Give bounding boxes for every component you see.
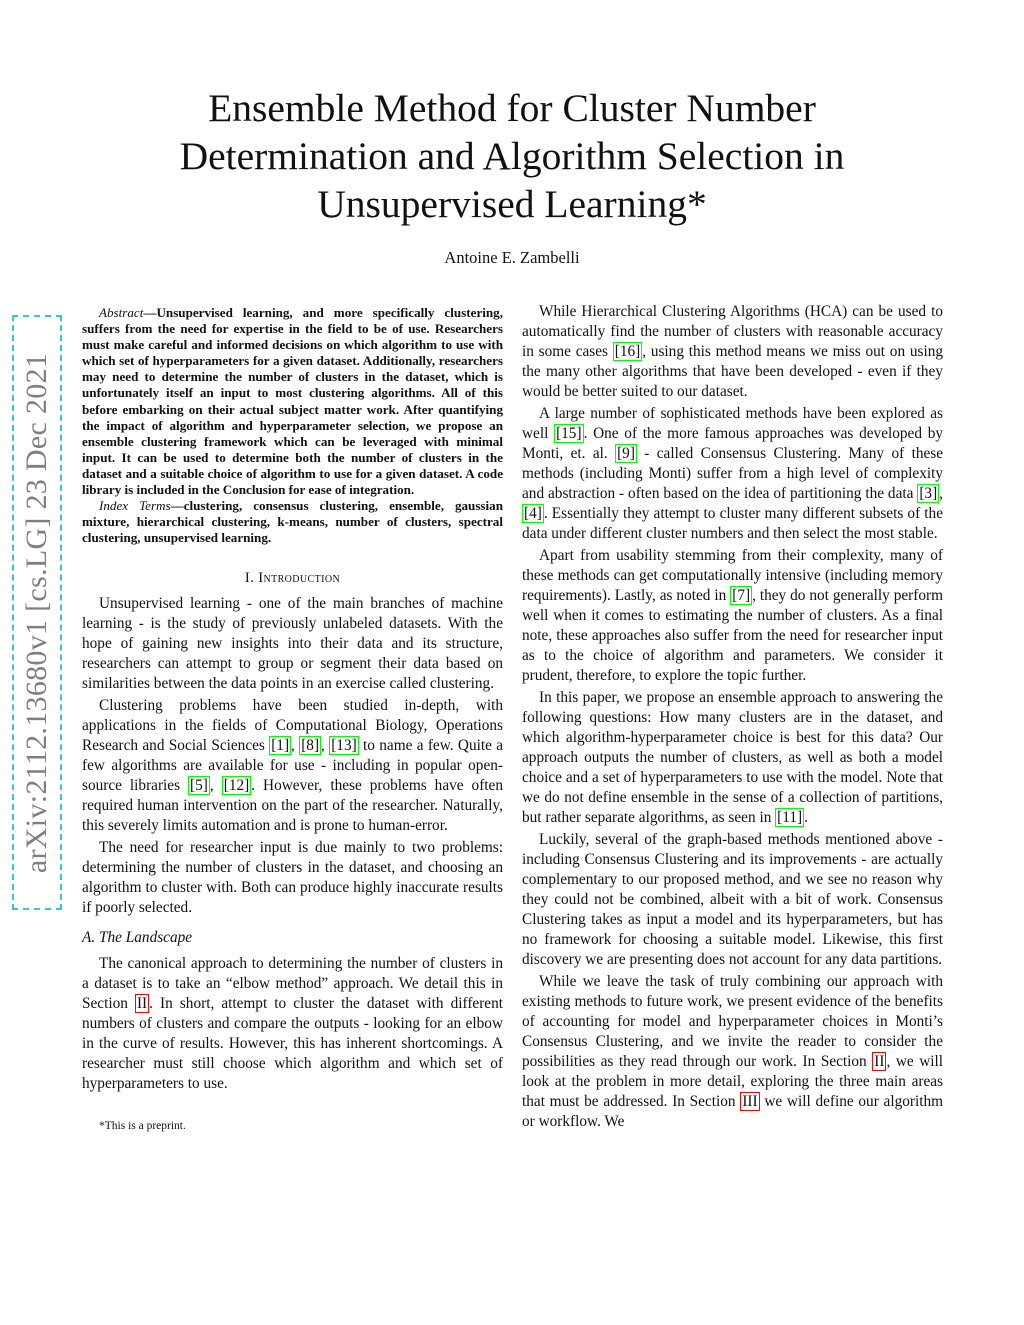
body-paragraph: Apart from usability stemming from their complexity, many of these methods can get computationally intensive (including memory requirements). Lastly, as noted in [7] , they do not generally perform well when it comes to estimating the number of clusters. As a final note, these approaches also suffer from the need for researcher input as to the choice of algorithm and parameters. We consider it prudent, therefore, to explore the topic further. bbox=[522, 547, 943, 684]
abstract-text: Abstract—Unsupervised learning, and more specifically clustering, suffers from the need for expertise in the field to be of use. Researchers must make careful and informed decisions on which algorithm to use with which set of hyperparameters for a given dataset. Additionally, researchers may need to determine the number of clusters in the dataset, which is unfortunately itself an input to most clustering algorithms. All of this before embarking on their actual subject matter work. After quantifying the impact of algorithm and hyperparameter selection, we propose an ensemble clustering framework which can be leveraged with minimal input. It can be used to determine both the number of clusters in the dataset and a suitable choice of algorithm to use for a given dataset. A code library is included in the Conclusion for ease of integration. bbox=[82, 305, 503, 498]
citation-link[interactable]: [9] bbox=[617, 445, 635, 462]
intro-paragraph: Unsupervised learning - one of the main branches of machine learning - is the study of previously unlabeled datasets. With the hope of gaining new insights into their data and its structure, researchers can attempt to group or segment their data based on similarities between the data points in an exercise called clustering. bbox=[82, 595, 503, 693]
section-link[interactable]: III bbox=[742, 1093, 758, 1110]
body-paragraph: While we leave the task of truly combining our approach with existing methods to future work, we present evidence of the benefits of accounting for model and hyperparameter choices in Monti’s Consensus Clustering, and we invite the reader to consider the possibilities as they read through our work. In Section II , we will look at the problem in more detail, exploring the three main areas that must be addressed. In Section III we will define our algorithm or workflow. We bbox=[522, 973, 944, 1130]
section-link[interactable]: II bbox=[874, 1053, 885, 1070]
title-line: Determination and Algorithm Selection in bbox=[179, 134, 845, 178]
section-heading-introduction: I. Introduction bbox=[244, 570, 341, 587]
index-terms-label: Index Terms bbox=[99, 498, 171, 514]
abstract bbox=[82, 305, 503, 546]
left-column bbox=[82, 300, 503, 1136]
title-line: Ensemble Method for Cluster Number bbox=[208, 86, 816, 130]
body-paragraph: While Hierarchical Clustering Algorithms (HCA) can be used to automatically find the number of clusters with reasonable accuracy in some cases [16] , using this method means we miss out on using the many other algorithms that have been developed - even if they would be better suited to our dataset. bbox=[522, 303, 944, 400]
citation-link[interactable]: [8] bbox=[301, 737, 320, 755]
intro-paragraph: The need for researcher input is due mainly to two problems: determining the number of clusters in the dataset, and choosing an algorithm to cluster with. Both can produce highly inaccurate results if poorly selected. bbox=[82, 839, 503, 917]
abstract-label: Abstract bbox=[99, 305, 144, 320]
citation-link[interactable]: [11] bbox=[777, 809, 803, 826]
citation-link[interactable]: [7] bbox=[732, 587, 751, 604]
title-line: Unsupervised Learning* bbox=[317, 182, 707, 226]
intro-paragraph: Clustering problems have been studied in-depth, with applications in the fields of Computational Biology, Operations Research and Social Sciences [1] , [8] , [13] to name a few. Quite a few algorithms are available for use - including in popular open-source libraries [5] , [12] . However, these problems have often required human intervention on the part of the researcher. Naturally, this severely limits automation and is prone to human-error. bbox=[82, 697, 503, 835]
footnote: *This is a preprint. bbox=[99, 1120, 186, 1133]
arxiv-identifier-stamp bbox=[12, 315, 62, 910]
right-column bbox=[522, 302, 943, 1132]
body-paragraph: A large number of sophisticated methods have been explored as well [15] . One of the more famous approaches was developed by Monti, et. al. [9] - called Consensus Clustering. Many of these methods (including Monti) suffer from a high level of complexity and abstraction - often based on the idea of partitioning the data [3] , [4] . Essentially they attempt to cluster many different subsets of the data under different cluster numbers and then select the most stable. bbox=[522, 405, 943, 542]
citation-link[interactable]: [4] bbox=[524, 505, 542, 522]
citation-link[interactable]: [15] bbox=[556, 425, 582, 442]
citation-link[interactable]: [3] bbox=[919, 485, 938, 502]
paper-title bbox=[100, 84, 924, 228]
landscape-paragraph: The canonical approach to determining the number of clusters in a dataset is to take an “elbow method” approach. We detail this in Section II . In short, attempt to cluster the dataset with different numbers of clusters and compare the outputs - looking for an elbow in the curve of results. However, this has inherent shortcomings. A researcher must still choose which algorithm and which set of hyperparameters to use. bbox=[82, 955, 503, 1093]
body-paragraph: Luckily, several of the graph-based methods mentioned above - including Consensus Clustering and its improvements - are actually complementary to our proposed method, and we see no reason why they could not be combined, albeit with a bit of work. Consensus Clustering takes as input a model and its hyperparameters, but has no framework for choosing a suitable model. Likewise, this first discovery we are presenting does not account for any data partitions. bbox=[522, 831, 943, 968]
subsection-heading-landscape: A. The Landscape bbox=[82, 929, 193, 947]
section-link[interactable]: II bbox=[136, 995, 148, 1013]
citation-link[interactable]: [12] bbox=[223, 777, 250, 795]
citation-link[interactable]: [13] bbox=[331, 737, 357, 755]
citation-link[interactable]: [5] bbox=[190, 777, 208, 795]
author-name: Antoine E. Zambelli bbox=[444, 248, 580, 267]
citation-link[interactable]: [16] bbox=[614, 343, 641, 360]
arxiv-identifier: arXiv:2112.13680v1 [cs.LG] 23 Dec 2021 bbox=[20, 352, 53, 873]
citation-link[interactable]: [1] bbox=[271, 737, 290, 755]
index-terms: Index Terms—clustering, consensus clustering, ensemble, gaussian mixture, hierarchical clustering, k-means, number of clusters, spectral clustering, unsupervised learning. bbox=[82, 498, 503, 546]
body-paragraph: In this paper, we propose an ensemble approach to answering the following questions: How many clusters are in the dataset, and which algorithm-hyperparameter choice is best for this data? Our approach outputs the number of clusters, as well as both a model choice and a set of hyperparameters to use with the model. Note that we do not define ensemble in the sense of a collection of partitions, but rather separate algorithms, as seen in [11] . bbox=[522, 689, 943, 826]
